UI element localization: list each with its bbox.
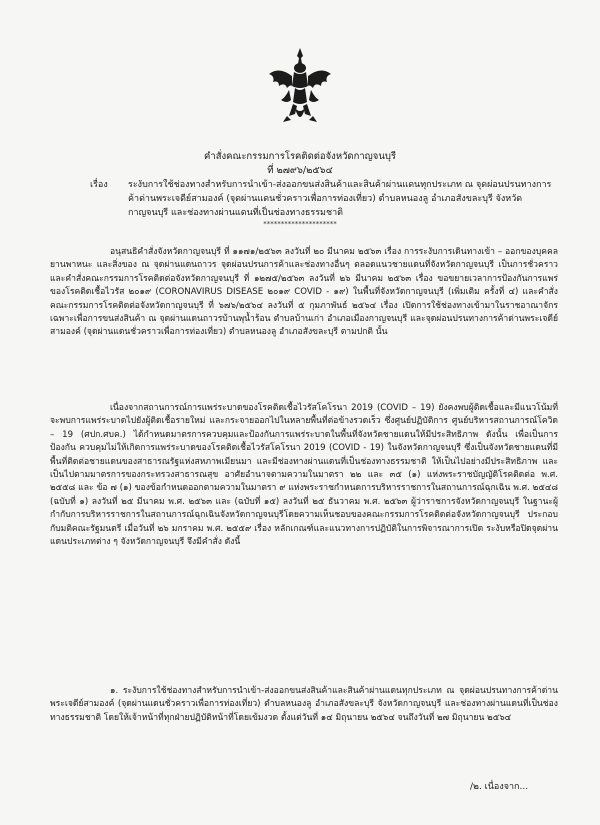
garuda-emblem-icon	[267, 46, 333, 128]
paragraph-reason: เนื่องจากสถานการณ์การแพร่ระบาดของโรคติดเชื้อไวรัสโคโรนา 2019 (COVID – 19) ยังคงพบผู้ติดเชื้อและมีแนวโน้มที่จะพบการแพร่ระบาดไปยังผู้ติดเชื้อรายใหม่ และกระจายออกไปในหลายพื้นที่ต่อข้างรวดเร็ว ซึ่งศูนย์ปฏิบัติการ ศูนย์บริหารสถานการณ์โควิด – 19 (ศปก.ศบค.) ได้กำหนดมาตรการควบคุมและป้องกันการแพร่ระบาดในพื้นที่จังหวัดชายแดนให้มีประสิทธิภาพ ดังนั้น เพื่อเป็นการป้องกัน ควบคุมไม่ให้เกิดการแพร่ระบาดของโรคติดเชื้อไวรัสโคโรนา 2019 (COVID - 19) ในจังหวัดกาญจนบุรี ซึ่งเป็นจังหวัดชายแดนที่มีพื้นที่ติดต่อชายแดนของสาธารณรัฐแห่งสหภาพเมียนมา และมีช่องทางผ่านแดนที่เป็นช่องทางธรรมชาติ ให้เป็นไปอย่างมีประสิทธิภาพ และเป็นไปตามมาตรการของกระทรวงสาธารณสุข อาศัยอำนาจตามความในมาตรา ๒๒ และ ๓๕ (๑) แห่งพระราชบัญญัติโรคติดต่อ พ.ศ. ๒๕๕๘ และ ข้อ ๗ (๑) ของข้อกำหนดออกตามความในมาตรา ๙ แห่งพระราชกำหนดการบริหารราชการในสถานการณ์ฉุกเฉิน พ.ศ. ๒๕๔๘ (ฉบับที่ ๑) ลงวันที่ ๒๕ มีนาคม พ.ศ. ๒๕๖๓ และ (ฉบับที่ ๑๕) ลงวันที่ ๒๕ ธันวาคม พ.ศ. ๒๕๖๓ ผู้ว่าราชการจังหวัดกาญจนบุรี ในฐานะผู้กำกับการบริหารราชการในสถานการณ์ฉุกเฉินจังหวัดกาญจนบุรีโดยความเห็นชอบของคณะกรรมการโรคติดต่อจังหวัดกาญจนบุรี ประกอบกับมติคณะรัฐมนตรี เมื่อวันที่ ๒๖ มกราคม พ.ศ. ๒๕๕๙ เรื่อง หลักเกณฑ์และแนวทางการปฏิบัติในการพิจารณาการเปิด ระงับหรือปิดจุดผ่านแดนประเภทต่าง ๆ จังหวัดกาญจนบุรี จึงมีคำสั่ง ดังนี้	[50, 403, 558, 548]
continued-note: /๒. เนื่องจาก...	[470, 782, 529, 792]
subject-label: เรื่อง	[90, 180, 108, 190]
paragraph-reference: อนุสนธิคำสั่งจังหวัดกาญจนบุรี ที่ ๑๑๗๑/๒๕๖๓ ลงวันที่ ๒๐ มีนาคม ๒๕๖๓ เรื่อง การระงับการเดินทางเข้า – ออกของบุคคล ยานพาหนะ และสิ่งของ ณ จุดผ่านแดนถาวร จุดผ่อนปรนการค้าและช่องทางอื่นๆ ตลอดแนวชายแดนที่จังหวัดกาญจนบุรี เป็นการชั่วคราว และคำสั่งคณะกรรมการโรคติดต่อจังหวัดกาญจนบุรี ที่ ๑๒๗๕/๒๕๖๓ ลงวันที่ ๒๖ มีนาคม ๒๕๖๓ เรื่อง ขอขยายเวลาการป้องกันการแพร่ของโรคติดเชื้อไวรัส ๒๐๑๙ (CORONAVIRUS DISEASE ๒๐๑๙ COVID - ๑๙) ในพื้นที่จังหวัดกาญจนบุรี (เพิ่มเติม ครั้งที่ ๔) และคำสั่งคณะกรรมการโรคติดต่อจังหวัดกาญจนบุรี ที่ ๖๗๖/๒๕๖๔ ลงวันที่ ๕ กุมภาพันธ์ ๒๕๖๔ เรื่อง เปิดการใช้ช่องทางเข้ามาในราชอาณาจักรเฉพาะเพื่อการขนส่งสินค้า ณ จุดผ่านแดนถาวรบ้านพุน้ำร้อน ตำบลบ้านเก่า อำเภอเมืองกาญจนบุรี และจุดผ่อนปรนทางการค้าด่านพระเจดีย์สามองค์ (จุดผ่านแดนชั่วคราวเพื่อการท่องเที่ยว) ตำบลหนองลู อำเภอสังขละบุรี ตามปกติ นั้น	[50, 247, 558, 338]
section-divider: *********************	[263, 220, 337, 228]
paragraph-order-item-1: ๑. ระงับการใช้ช่องทางสำหรับการนำเข้า-ส่งออกขนส่งสินค้าและสินค้าผ่านแดนทุกประเภท ณ จุดผ่อนปรนทางการค้าด่านพระเจดีย์สามองค์ (จุดผ่านแดนชั่วคราวเพื่อการท่องเที่ยว) ตำบลหนองลู อำเภอสังขละบุรี จังหวัดกาญจนบุรี และช่องทางผ่านแดนที่เป็นช่องทางธรรมชาติ โดยให้เจ้าหน้าที่ทุกฝ่ายปฏิบัติหน้าที่โดยเข้มงวด ตั้งแต่วันที่ ๑๔ มิถุนายน ๒๕๖๔ จนถึงวันที่ ๒๗ มิถุนายน ๒๕๖๔	[50, 686, 558, 723]
order-header	[0, 150, 600, 178]
order-title: คำสั่งคณะกรรมการโรคติดต่อจังหวัดกาญจนบุรี	[204, 151, 396, 162]
subject-text: ระงับการใช้ช่องทางสำหรับการนำเข้า-ส่งออกขนส่งสินค้าและสินค้าผ่านแดนทุกประเภท ณ จุดผ่อนปรนทางการค้าด่านพระเจดีย์สามองค์ (จุดผ่านแดนชั่วคราวเพื่อการท่องเที่ยว) ตำบลหนองลู อำเภอสังขละบุรี จังหวัดกาญจนบุรี และช่องทางผ่านแดนที่เป็นช่องทางธรรมชาติ	[128, 180, 552, 218]
order-subject	[40, 178, 560, 220]
order-number: ที่ ๒๗๙๖/๒๕๖๔	[267, 165, 333, 176]
